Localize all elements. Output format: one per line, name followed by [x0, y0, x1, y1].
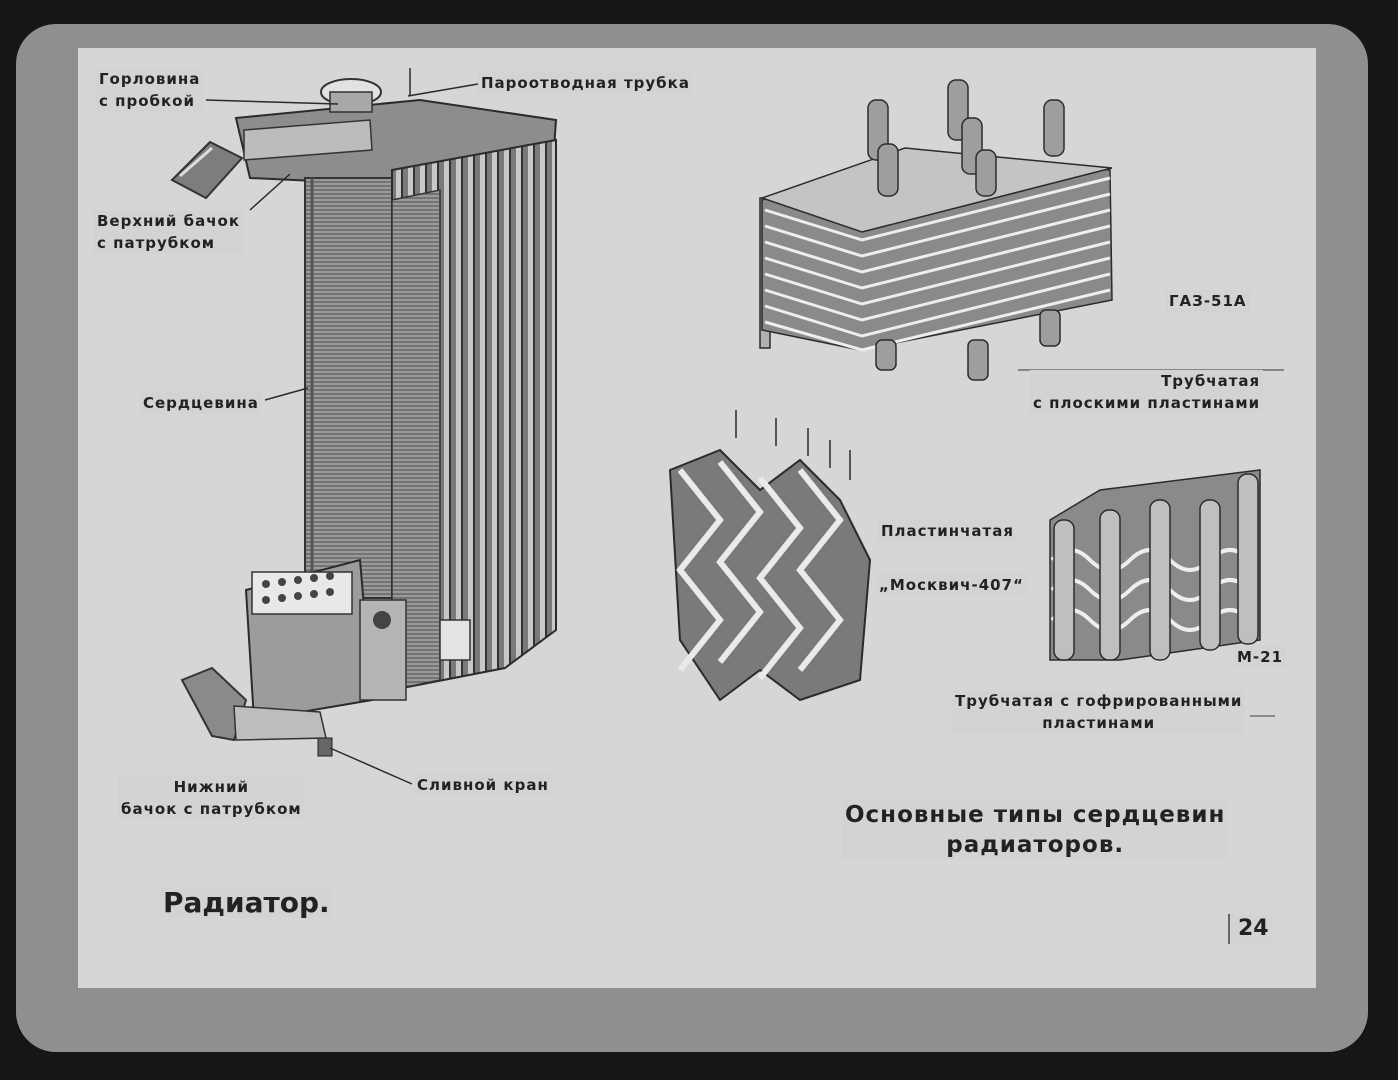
gaz-51a-core-illustration [760, 80, 1112, 380]
label-moskvich-407: „Москвич-407“ [876, 574, 1027, 596]
radiator-illustration [172, 79, 556, 756]
slide-title: Радиатор. [160, 888, 333, 918]
label-core: Сердцевина [140, 392, 262, 414]
label-steam-tube: Пароотводная трубка [478, 72, 693, 94]
label-m-21: М-21 [1234, 646, 1286, 668]
label-drain-cock: Сливной кран [414, 774, 552, 796]
page-number: 24 [1228, 914, 1272, 944]
label-gaz-51a: ГАЗ-51А [1166, 290, 1250, 312]
label-filler-neck: Горловина с пробкой [96, 68, 203, 112]
caption-core-types: Основные типы сердцевин радиаторов. [842, 800, 1228, 860]
label-upper-tank: Верхний бачок с патрубком [94, 210, 243, 254]
m-21-core-illustration [1050, 470, 1260, 660]
label-tubular-corrugated-plates: Трубчатая с гофрированными пластинами [952, 690, 1245, 734]
moskvich-407-core-illustration [670, 410, 870, 700]
label-tubular-flat-plates: Трубчатая с плоскими пластинами [1030, 370, 1263, 414]
label-lower-tank: Нижний бачок с патрубком [118, 776, 305, 820]
label-plate-type: Пластинчатая [878, 520, 1017, 542]
